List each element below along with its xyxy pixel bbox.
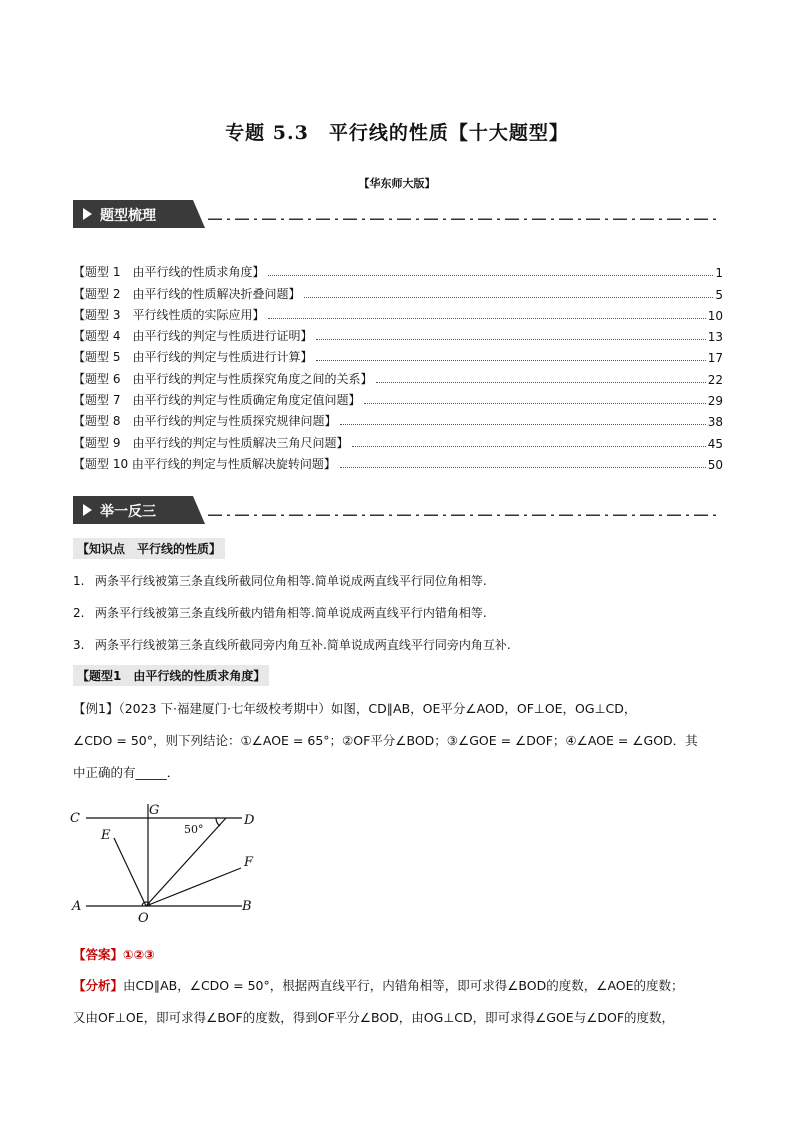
knowledge-item: 2. 两条平行线被第三条直线所截内错角相等.简单说成两直线平行内错角相等. [73,606,487,620]
label-g: G [149,803,160,818]
example-text-line: 【例1】（2023 下·福建厦门·七年级校考期中）如图，CD∥AB，OE平分∠AOD，OF⊥OE，OG⊥CD， [73,701,637,716]
toc-row[interactable]: 【题型 10 由平行线的判定与性质解决旋转问题】 50 [73,456,723,472]
toc-row[interactable]: 【题型 7 由平行线的判定与性质确定角度定值问题】 29 [73,393,723,409]
banner-label: 举一反三 [100,504,156,520]
toc-row[interactable]: 【题型 5 由平行线的判定与性质进行计算】 17 [73,350,723,366]
example-text-line: ∠CDO = 50°，则下列结论：①∠AOE = 65°；②OF平分∠BOD；③∠GOE = ∠DOF；④∠AOE = ∠GOD．其 [73,733,698,748]
label-o: O [138,911,149,925]
toc-row[interactable]: 【题型 4 由平行线的判定与性质进行证明】 13 [73,329,723,345]
analysis-line: 又由OF⊥OE，即可求得∠BOF的度数，得到OF平分∠BOD，由OG⊥CD，即可求得∠GOE与∠DOF的度数， [73,1010,675,1025]
answer-line: 【答案】①②③ [73,947,155,962]
banner-dash-line [208,218,720,220]
angle-label: 50° [184,823,204,836]
line-of [146,868,241,906]
label-e: E [101,828,111,843]
label-c: C [70,811,80,826]
toc-row[interactable]: 【题型 2 由平行线的性质解决折叠问题】 5 [73,286,723,302]
example-text-line: 中正确的有_____． [73,765,180,780]
table-of-contents [73,259,723,472]
knowledge-item: 1. 两条平行线被第三条直线所截同位角相等.简单说成两直线平行同位角相等. [73,574,487,588]
label-f: F [244,855,254,870]
angle-arc [216,818,220,826]
section-banner-overview [73,200,723,228]
label-b: B [242,899,252,914]
label-a: A [72,899,82,914]
knowledge-item: 3. 两条平行线被第三条直线所截同旁内角互补.简单说成两直线平行同旁内角互补. [73,638,511,652]
knowledge-point-title: 【知识点 平行线的性质】 [73,538,225,559]
banner-dash-line [208,514,720,516]
toc-row[interactable]: 【题型 3 平行线性质的实际应用】 10 [73,307,723,323]
geometry-figure [68,800,268,925]
document-subtitle: 【华东师大版】 [358,177,436,190]
type1-title: 【题型1 由平行线的性质求角度】 [73,665,269,686]
toc-row[interactable]: 【题型 1 由平行线的性质求角度】 1 [73,265,723,281]
document-title: 专题 5.3 平行线的性质【十大题型】 [225,122,569,144]
banner-label: 题型梳理 [100,208,156,224]
line-oe [114,838,146,906]
label-d: D [244,813,255,828]
analysis-line: 【分析】由CD∥AB，∠CDO = 50°，根据两直线平行，内错角相等，即可求得∠BOD的度数，∠AOE的度数； [73,978,684,993]
toc-row[interactable]: 【题型 8 由平行线的判定与性质探究规律问题】 38 [73,414,723,430]
section-banner-practice [73,496,723,524]
toc-row[interactable]: 【题型 9 由平行线的判定与性质解决三角尺问题】 45 [73,435,723,451]
toc-row[interactable]: 【题型 6 由平行线的判定与性质探究角度之间的关系】 22 [73,371,723,387]
